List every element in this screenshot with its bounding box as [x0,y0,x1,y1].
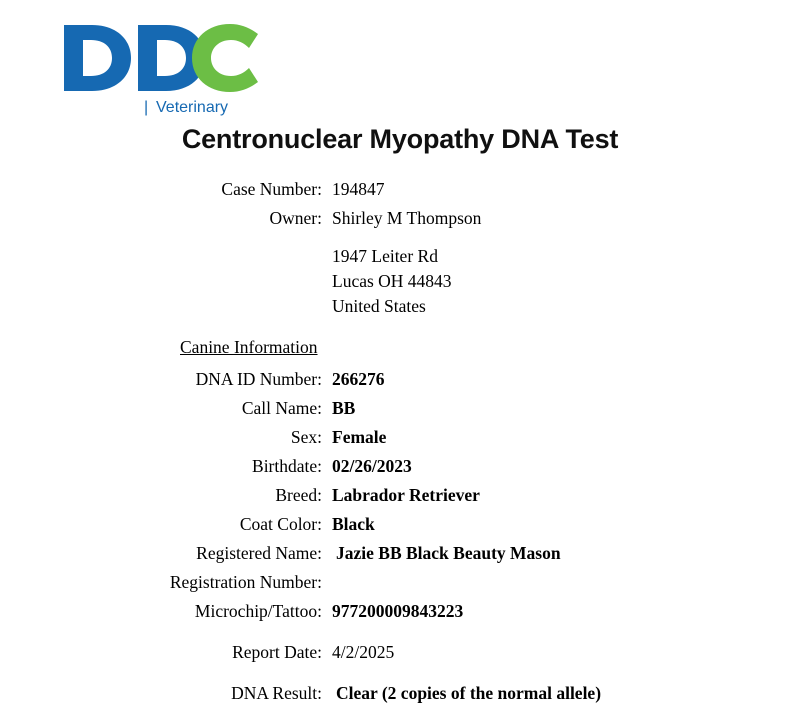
field-value: 194847 [332,179,385,199]
field-owner [0,205,800,231]
svg-text:|: | [144,99,149,116]
field-label: DNA Result: [231,683,322,703]
field-call-name [0,395,800,421]
address-line [0,269,800,294]
field-dna-result [0,680,800,706]
field-label: Call Name: [241,398,322,418]
field-label: Registered Name: [196,543,322,563]
field-value: Labrador Retriever [332,485,480,505]
field-value: Female [332,427,387,447]
field-value: Black [332,514,375,534]
field-value: 977200009843223 [332,601,464,621]
address-line-3: United States [332,296,426,316]
section-heading-wrap [0,331,800,366]
ddc-veterinary-logo [62,22,262,117]
field-value: 4/2/2025 [332,642,395,662]
section-heading-canine-information: Canine Information [180,337,318,357]
field-value: 266276 [332,369,385,389]
field-dna-id-number [0,366,800,392]
field-label: Report Date: [232,642,322,662]
field-registered-name [0,540,800,566]
field-value: 02/26/2023 [332,456,412,476]
field-value: Shirley M Thompson [332,208,482,228]
field-label: Owner: [269,208,322,228]
spacer [0,668,800,680]
field-label: Case Number: [221,179,322,199]
field-report-date [0,639,800,665]
address-line-1: 1947 Leiter Rd [332,246,438,266]
address-line [0,244,800,269]
svg-text:Veterinary: Veterinary [156,99,229,116]
field-value: Clear (2 copies of the normal allele) [336,683,602,703]
field-microchip-tattoo [0,598,800,624]
field-label: Registration Number: [169,572,322,592]
field-registration-number [0,569,800,595]
field-value: BB [332,398,356,418]
report-fields [0,176,800,709]
field-sex [0,424,800,450]
field-value: Jazie BB Black Beauty Mason [336,543,561,563]
field-label: Microchip/Tattoo: [194,601,322,621]
field-label: Coat Color: [239,514,322,534]
field-breed [0,482,800,508]
field-label: DNA ID Number: [195,369,322,389]
address-line [0,294,800,319]
field-coat-color [0,511,800,537]
page-title: Centronuclear Myopathy DNA Test [181,124,619,154]
address-line-2: Lucas OH 44843 [332,271,452,291]
field-label: Birthdate: [252,456,322,476]
field-label: Breed: [275,485,322,505]
spacer [0,627,800,639]
owner-address [0,244,800,319]
field-label: Sex: [290,427,322,447]
field-case-number [0,176,800,202]
field-birthdate [0,453,800,479]
